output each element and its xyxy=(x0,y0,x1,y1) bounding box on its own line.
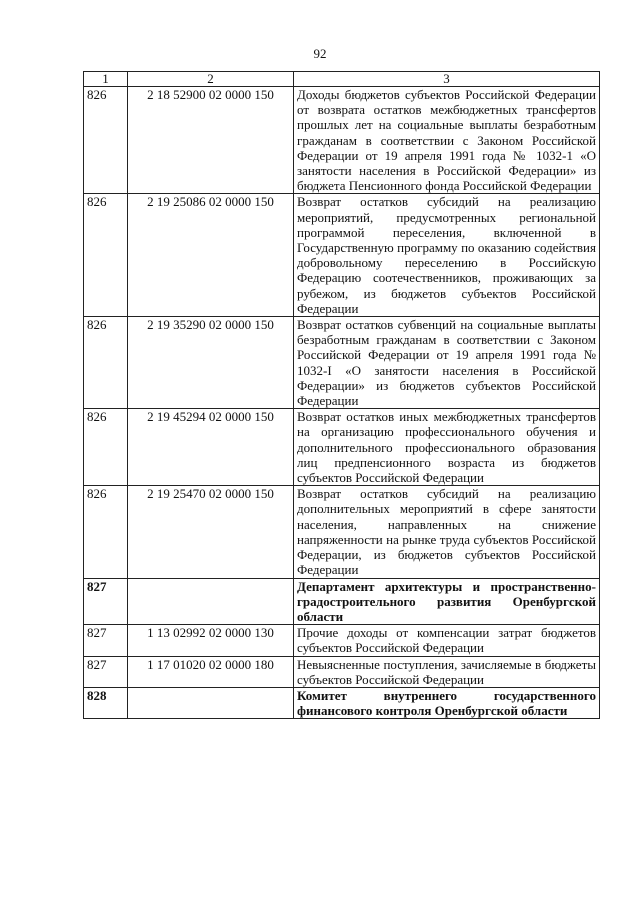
revenue-name-cell: Возврат остатков субсидий на реализацию мероприятий, предусмотренных региональной программой переселения, включенной в Государственную программу по оказанию содействия добровольному переселению в Российскую Федерацию соотечественников, проживающих за рубежом, из бюджетов субъектов Российской Федерации xyxy=(294,194,600,317)
budget-code-cell: 2 19 25470 02 0000 150 xyxy=(128,486,294,578)
table-row xyxy=(84,87,600,194)
admin-code-cell: 826 xyxy=(84,486,128,578)
admin-code-cell: 827 xyxy=(84,625,128,656)
budget-code-cell xyxy=(128,687,294,718)
department-row xyxy=(84,687,600,718)
admin-code-cell: 827 xyxy=(84,578,128,625)
revenue-codes-table xyxy=(83,71,600,719)
table-row xyxy=(84,486,600,578)
revenue-name-cell: Возврат остатков субсидий на реализацию дополнительных мероприятий в сфере занятости населения, направленных на снижение напряженности на рынке труда субъектов Российской Федерации, из бюджетов субъектов Российской Федерации xyxy=(294,486,600,578)
admin-code-cell: 826 xyxy=(84,409,128,486)
budget-code-cell: 2 19 35290 02 0000 150 xyxy=(128,317,294,409)
table-row xyxy=(84,317,600,409)
admin-code-cell: 827 xyxy=(84,656,128,687)
column-header-3: 3 xyxy=(294,72,600,87)
table-row xyxy=(84,656,600,687)
budget-code-cell: 1 13 02992 02 0000 130 xyxy=(128,625,294,656)
revenue-name-cell: Возврат остатков иных межбюджетных трансфертов на организацию профессионального обучения и дополнительного профессионального образования лиц предпенсионного возраста из бюджетов субъектов Российской Федерации xyxy=(294,409,600,486)
admin-code-cell: 826 xyxy=(84,317,128,409)
admin-code-cell: 826 xyxy=(84,87,128,194)
table-row xyxy=(84,409,600,486)
table-row xyxy=(84,625,600,656)
revenue-name-cell: Прочие доходы от компенсации затрат бюджетов субъектов Российской Федерации xyxy=(294,625,600,656)
revenue-name-cell: Доходы бюджетов субъектов Российской Федерации от возврата остатков межбюджетных трансфертов прошлых лет на социальные выплаты безработным гражданам в соответствии с Законом Российской Федерации от 19 апреля 1991 года № 1032-1 «О занятости населения в Российской Федерации» из бюджета Пенсионного фонда Российской Федерации xyxy=(294,87,600,194)
budget-code-cell: 2 19 45294 02 0000 150 xyxy=(128,409,294,486)
admin-code-cell: 828 xyxy=(84,687,128,718)
page-number: 92 xyxy=(313,46,327,61)
revenue-name-cell: Невыясненные поступления, зачисляемые в бюджеты субъектов Российской Федерации xyxy=(294,656,600,687)
revenue-name-cell: Возврат остатков субвенций на социальные выплаты безработным гражданам в соответствии с Законом Российской Федерации от 19 апреля 1991 года № 1032-I «О занятости населения в Российской Федерации» из бюджетов субъектов Российской Федерации xyxy=(294,317,600,409)
department-name-cell: Комитет внутреннего государственного финансового контроля Оренбургской области xyxy=(294,687,600,718)
column-header-2: 2 xyxy=(128,72,294,87)
table-header-row xyxy=(84,72,600,87)
budget-code-cell: 2 18 52900 02 0000 150 xyxy=(128,87,294,194)
budget-code-cell xyxy=(128,578,294,625)
department-name-cell: Департамент архитектуры и пространственно-градостроительного развития Оренбургской области xyxy=(294,578,600,625)
department-row xyxy=(84,578,600,625)
budget-code-cell: 2 19 25086 02 0000 150 xyxy=(128,194,294,317)
table-row xyxy=(84,194,600,317)
admin-code-cell: 826 xyxy=(84,194,128,317)
budget-code-cell: 1 17 01020 02 0000 180 xyxy=(128,656,294,687)
column-header-1: 1 xyxy=(84,72,128,87)
